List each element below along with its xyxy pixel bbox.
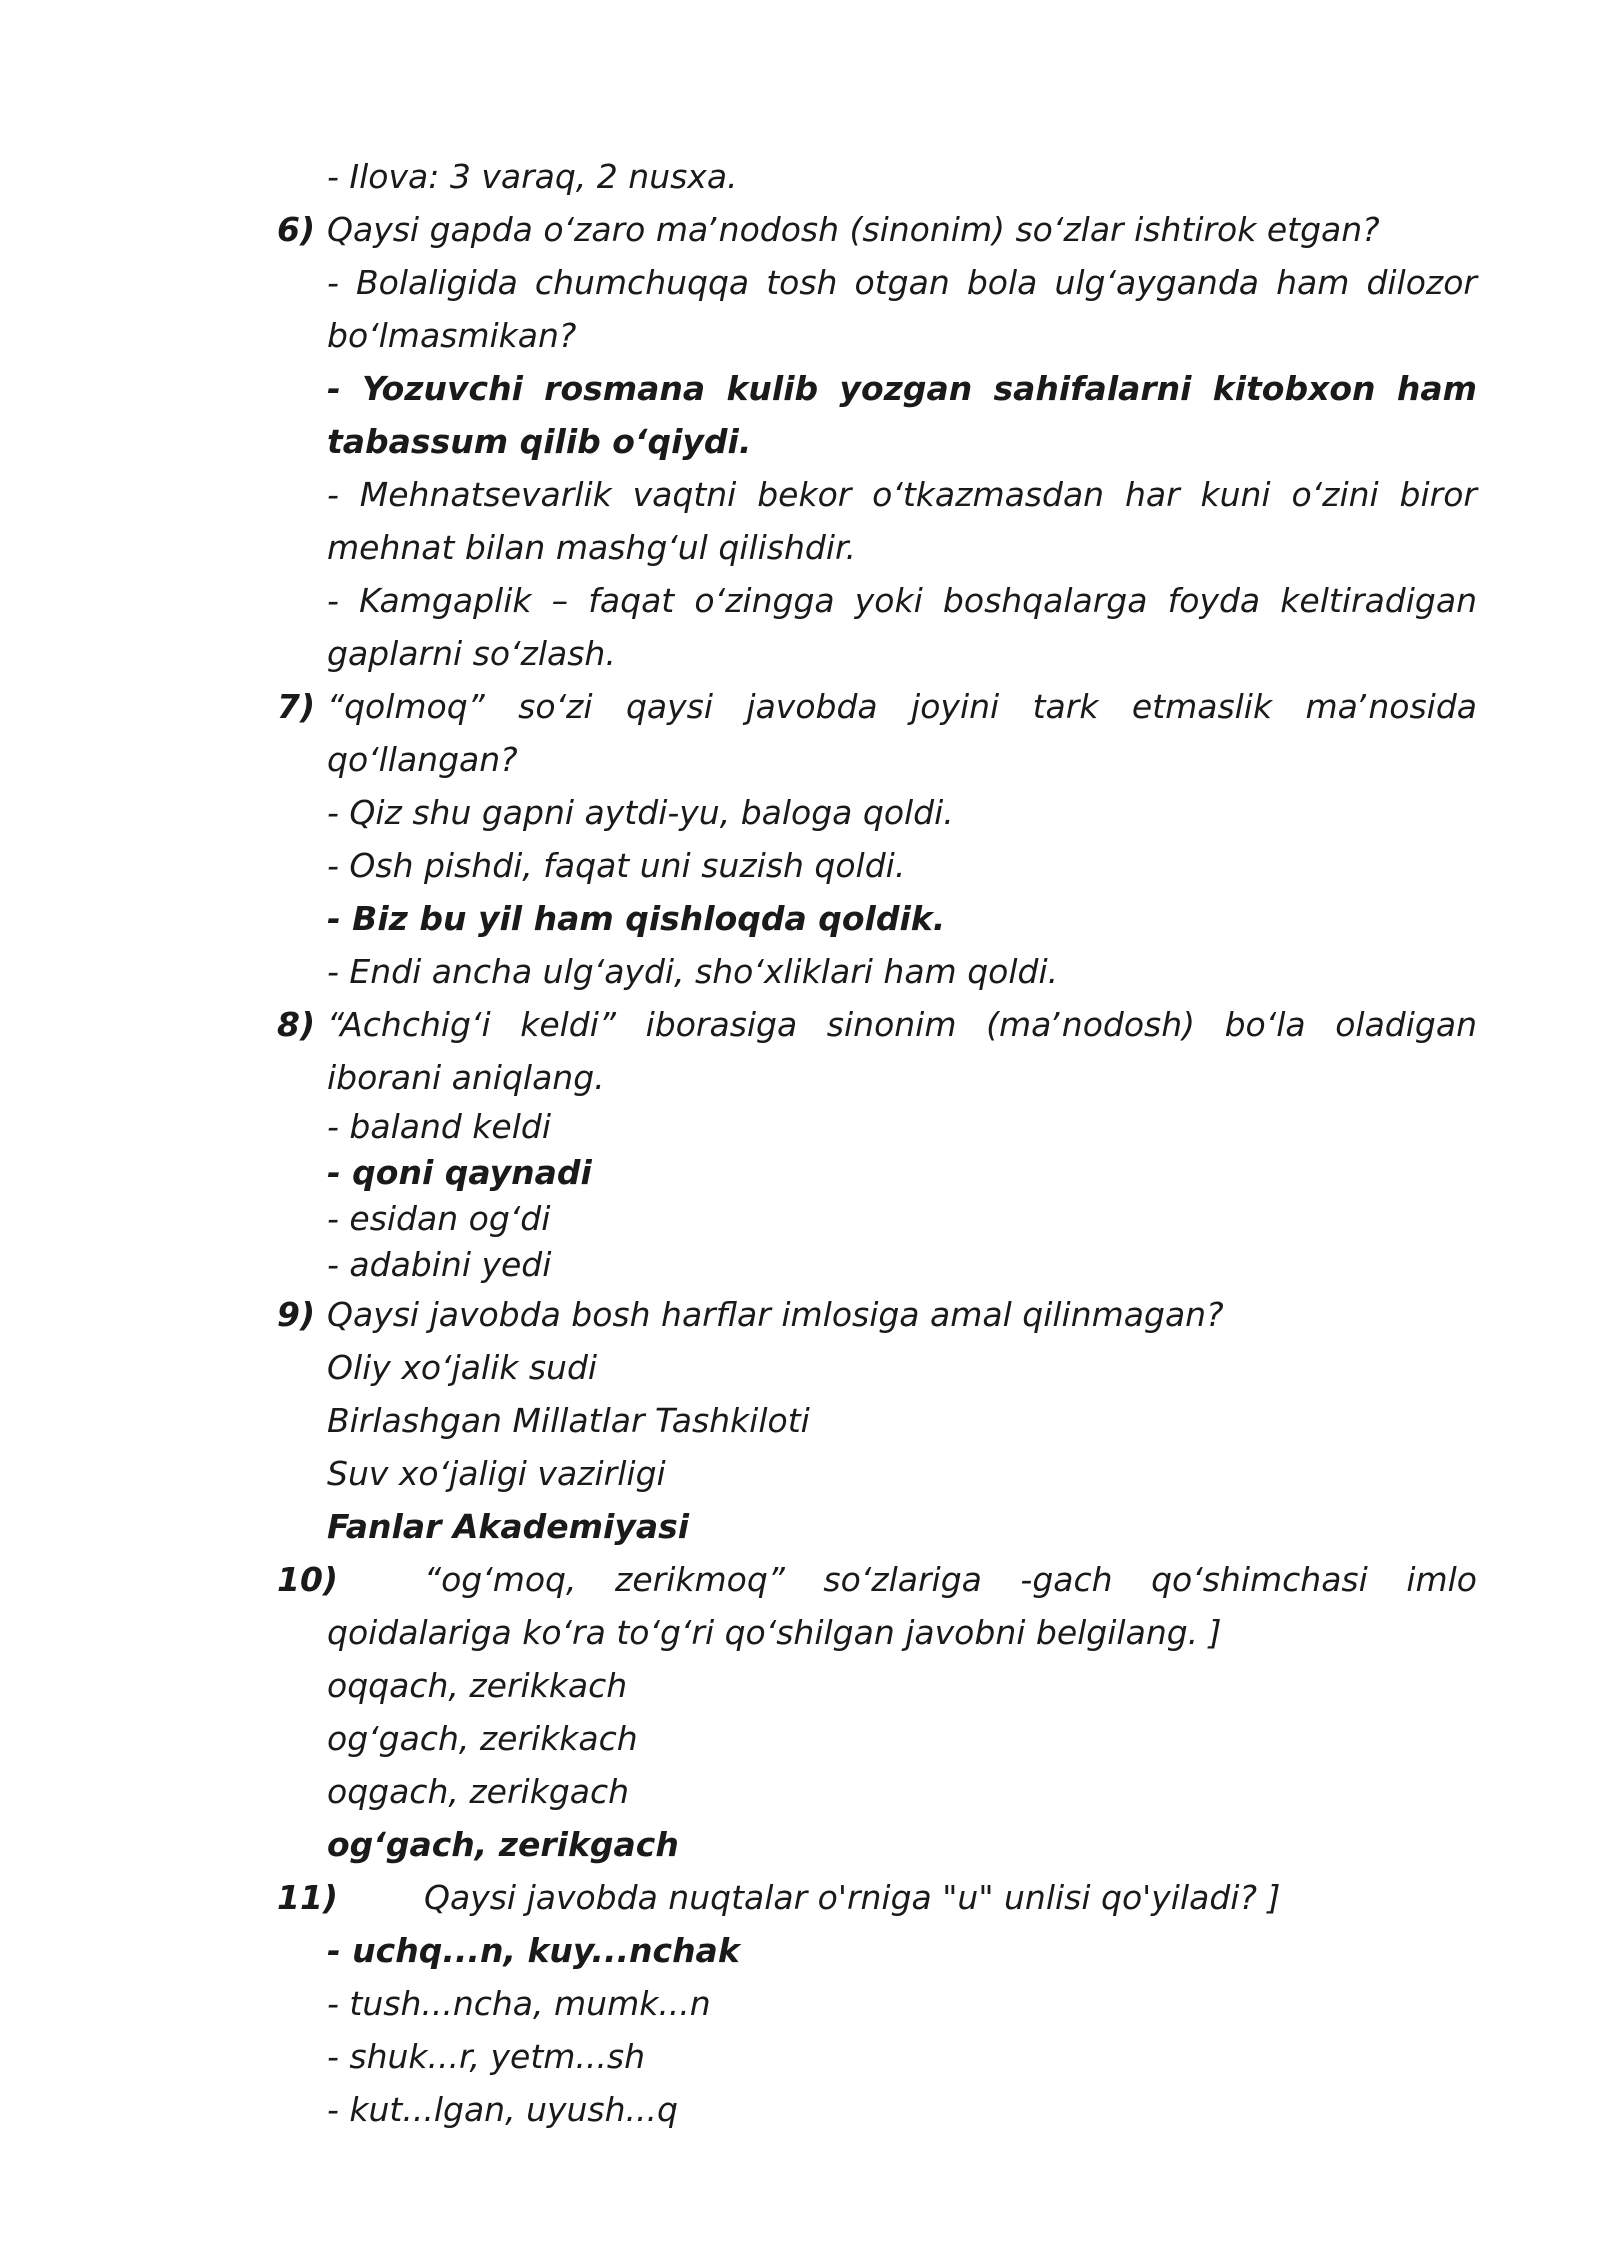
answer-option: - Bolaligida chumchuqqa tosh otgan bola ulgʻayganda ham dilozor boʻlmasmikan? [327, 263, 1477, 355]
question-11 [277, 1871, 1477, 1924]
answer-option-correct: - qoni qaynadi [327, 1153, 592, 1192]
question-number: 7) [277, 687, 316, 726]
answer-option-correct: ogʻgach, zerikgach [327, 1825, 679, 1864]
answer-option-correct: - Yozuvchi rosmana kulib yozgan sahifalarni kitobxon ham tabassum qilib oʻqiydi. [327, 369, 1477, 461]
question-text: Qaysi javobda bosh harflar imlosiga amal qilinmagan? [327, 1295, 1224, 1334]
question-text: “qolmoq” soʻzi qaysi javobda joyini tark etmaslik maʼnosida qoʻllangan? [327, 687, 1477, 779]
question-text: Qaysi javobda nuqtalar o'rniga "u" unlisi qo'yiladi? ] [424, 1878, 1281, 1917]
question-text: “Achchigʻi keldi” iborasiga sinonim (maʼnodosh) boʻla oladigan iborani aniqlang. [327, 1005, 1477, 1097]
answer-option-correct: - Biz bu yil ham qishloqda qoldik. [327, 899, 946, 938]
answer-option: ogʻgach, zerikkach [327, 1719, 638, 1758]
answer-option: - Kamgaplik – faqat oʻzingga yoki boshqalarga foyda keltiradigan gaplarni soʻzlash. [327, 581, 1477, 673]
question-number: 10) [277, 1560, 339, 1599]
attachment-line: - Ilova: 3 varaq, 2 nusxa. [327, 157, 738, 196]
question-number: 8) [277, 1005, 316, 1044]
answer-option: - Endi ancha ulgʻaydi, shoʻxliklari ham qoldi. [327, 952, 1059, 991]
answer-option: - Mehnatsevarlik vaqtni bekor oʻtkazmasdan har kuni oʻzini biror mehnat bilan mashgʻul qilishdir. [327, 475, 1477, 567]
answer-option-correct: - uchq...n, kuy...nchak [327, 1931, 740, 1970]
question-number: 6) [277, 210, 316, 249]
answer-option: oqqach, zerikkach [327, 1666, 628, 1705]
question-9 [277, 1288, 1477, 1341]
question-6 [277, 203, 1477, 256]
document-content [277, 150, 1477, 2136]
answer-option: - Qiz shu gapni aytdi-yu, baloga qoldi. [327, 793, 954, 832]
answer-option: Suv xoʻjaligi vazirligi [327, 1454, 666, 1493]
question-number: 9) [277, 1295, 316, 1334]
question-text: “ogʻmoq, zerikmoq” soʻzlariga -gach qoʻshimchasi imlo qoidalariga koʻra toʻgʻri qoʻshilgan javobni belgilang. ] [327, 1560, 1477, 1652]
answer-option: - kut...lgan, uyush...q [327, 2090, 678, 2129]
answer-option: - adabini yedi [327, 1245, 552, 1284]
answer-option: - esidan ogʻdi [327, 1199, 551, 1238]
question-10 [277, 1553, 1477, 1659]
question-text: Qaysi gapda oʻzaro maʼnodosh (sinonim) soʻzlar ishtirok etgan? [327, 210, 1380, 249]
question-7 [277, 680, 1477, 786]
question-number: 11) [277, 1878, 339, 1917]
answer-option: - tush...ncha, mumk...n [327, 1984, 711, 2023]
answer-option: Birlashgan Millatlar Tashkiloti [327, 1401, 810, 1440]
answer-option-correct: Fanlar Akademiyasi [327, 1507, 690, 1546]
question-8 [277, 998, 1477, 1104]
answer-option: - shuk...r, yetm...sh [327, 2037, 646, 2076]
answer-option: oqgach, zerikgach [327, 1772, 630, 1811]
answer-option: Oliy xoʻjalik sudi [327, 1348, 598, 1387]
answer-option: - Osh pishdi, faqat uni suzish qoldi. [327, 846, 906, 885]
answer-option: - baland keldi [327, 1107, 552, 1146]
